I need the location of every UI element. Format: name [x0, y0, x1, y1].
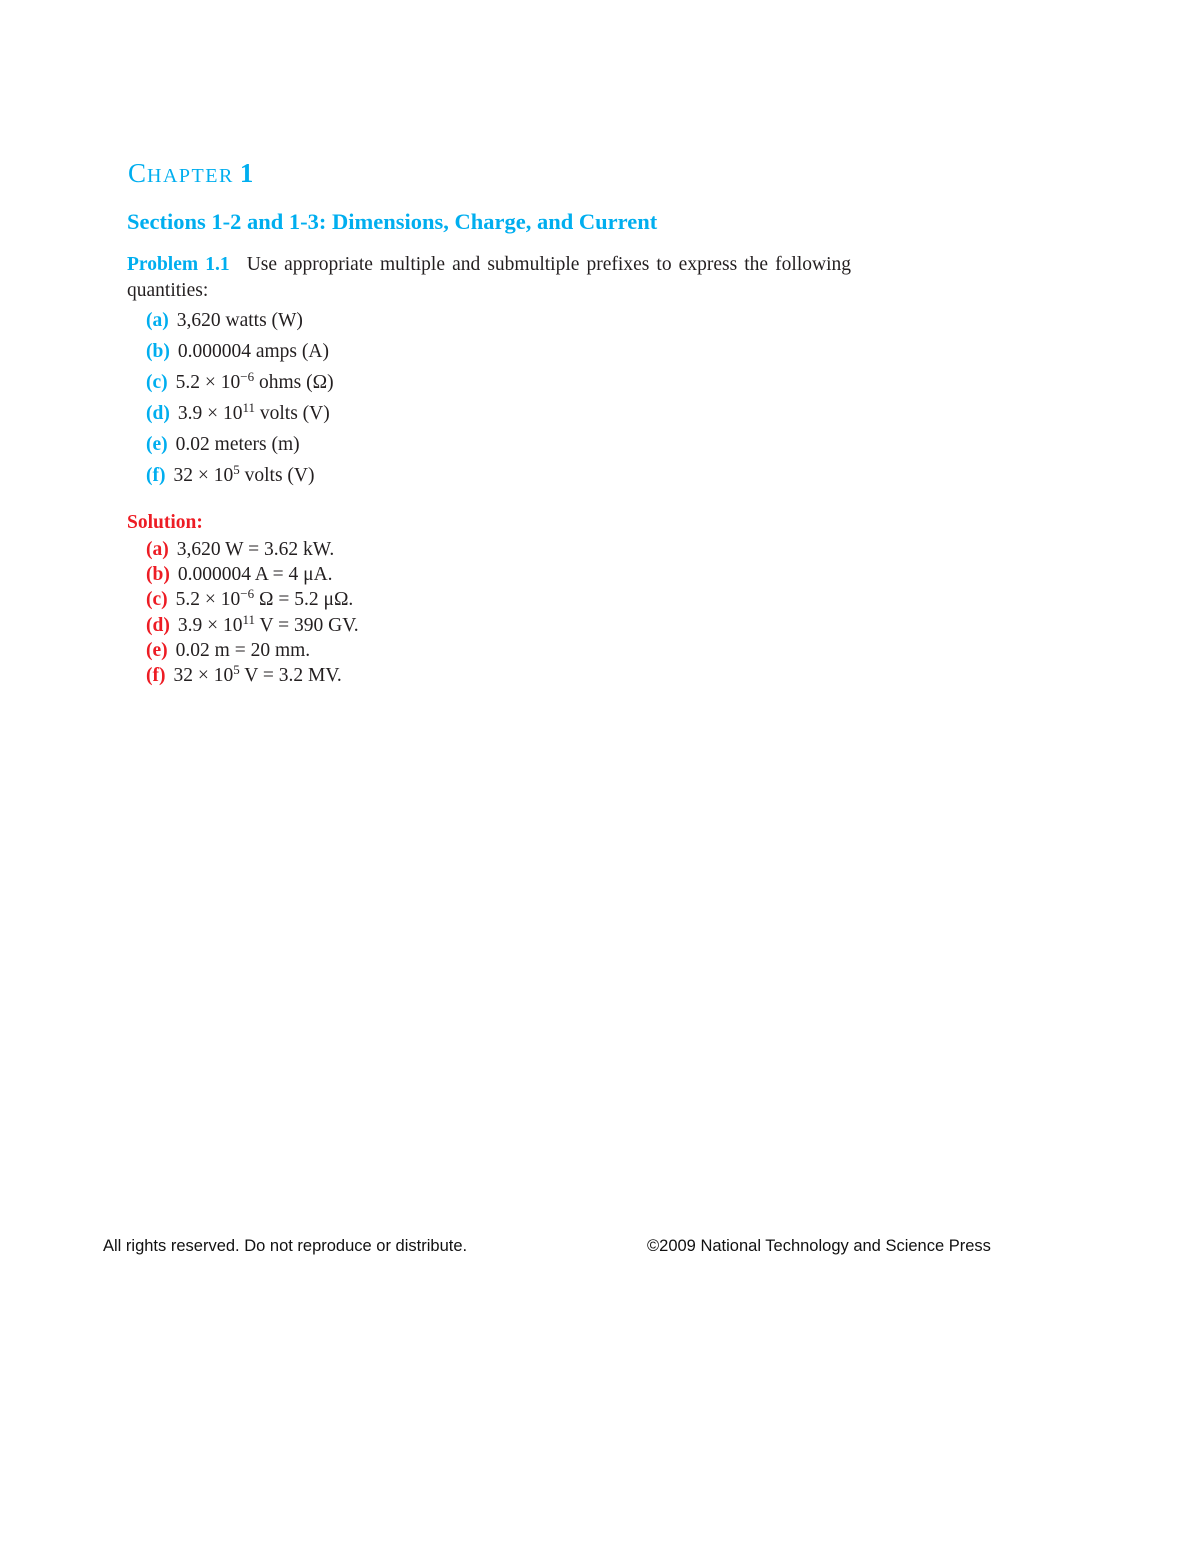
solution-exponent: 11	[242, 611, 255, 627]
question-text-unit: volts (V)	[255, 403, 330, 424]
solution-label: (a)	[146, 539, 169, 560]
question-text-base: 32 × 10	[173, 465, 234, 486]
solution-item	[146, 639, 359, 664]
solution-label: (b)	[146, 564, 170, 586]
chapter-first-letter: C	[128, 158, 148, 188]
solution-text-base: 32 × 10	[173, 664, 234, 686]
question-label: (f)	[146, 465, 166, 486]
footer-rights-notice: All rights reserved. Do not reproduce or distribute.	[103, 1237, 468, 1255]
question-text-base: 5.2 × 10	[175, 372, 241, 393]
solution-label: (e)	[146, 639, 168, 661]
solution-text-base: 3.9 × 10	[177, 614, 243, 636]
solution-text-base: 5.2 × 10	[175, 589, 241, 611]
problem-label: Problem 1.1	[127, 254, 230, 275]
solution-label: (d)	[146, 614, 170, 636]
solution-list	[146, 538, 359, 689]
solution-item	[146, 611, 359, 639]
question-label: (a)	[146, 310, 169, 331]
solution-text-result: V = 390 GV.	[255, 614, 359, 636]
question-item	[146, 308, 334, 339]
solution-label: (f)	[146, 664, 166, 686]
question-item	[146, 339, 334, 370]
solution-label: (c)	[146, 589, 168, 611]
question-text-base: 3.9 × 10	[177, 403, 243, 424]
solution-text: 0.000004 A = 4 μA.	[177, 564, 333, 586]
question-label: (b)	[146, 341, 170, 362]
solution-item	[146, 538, 359, 563]
chapter-heading	[128, 158, 254, 189]
solution-item	[146, 563, 359, 588]
question-exponent: 5	[233, 462, 240, 477]
question-item	[146, 463, 334, 494]
question-label: (d)	[146, 403, 170, 424]
question-text: 0.000004 amps (A)	[177, 341, 329, 362]
solution-text: 0.02 m = 20 mm.	[175, 639, 311, 661]
question-item	[146, 401, 334, 432]
question-list	[146, 308, 334, 494]
question-text-unit: ohms (Ω)	[254, 372, 334, 393]
section-title: Sections 1-2 and 1-3: Dimensions, Charge, and Current	[127, 209, 658, 234]
question-text-unit: volts (V)	[239, 465, 315, 486]
solution-item	[146, 661, 359, 689]
solution-item	[146, 588, 359, 613]
solution-exponent: 5	[233, 661, 240, 677]
question-item	[146, 370, 334, 401]
footer-copyright: ©2009 National Technology and Science Press	[647, 1237, 991, 1255]
question-text: 3,620 watts (W)	[176, 310, 303, 331]
problem-statement	[127, 252, 851, 304]
problem-text: Use appropriate multiple and submultiple prefixes to express the following quantities:	[127, 254, 851, 301]
chapter-number: 1	[239, 158, 255, 188]
question-label: (c)	[146, 372, 168, 393]
solution-text-result: Ω = 5.2 μΩ.	[254, 589, 354, 611]
question-exponent: −6	[240, 369, 255, 384]
chapter-word-rest: HAPTER	[147, 165, 234, 187]
solution-exponent: −6	[240, 586, 255, 602]
question-label: (e)	[146, 434, 168, 455]
question-text: 0.02 meters (m)	[175, 434, 300, 455]
solution-text: 3,620 W = 3.62 kW.	[176, 539, 335, 560]
question-exponent: 11	[242, 400, 255, 415]
solution-title: Solution:	[127, 512, 203, 533]
question-item	[146, 432, 334, 463]
solution-text-result: V = 3.2 MV.	[239, 664, 342, 686]
